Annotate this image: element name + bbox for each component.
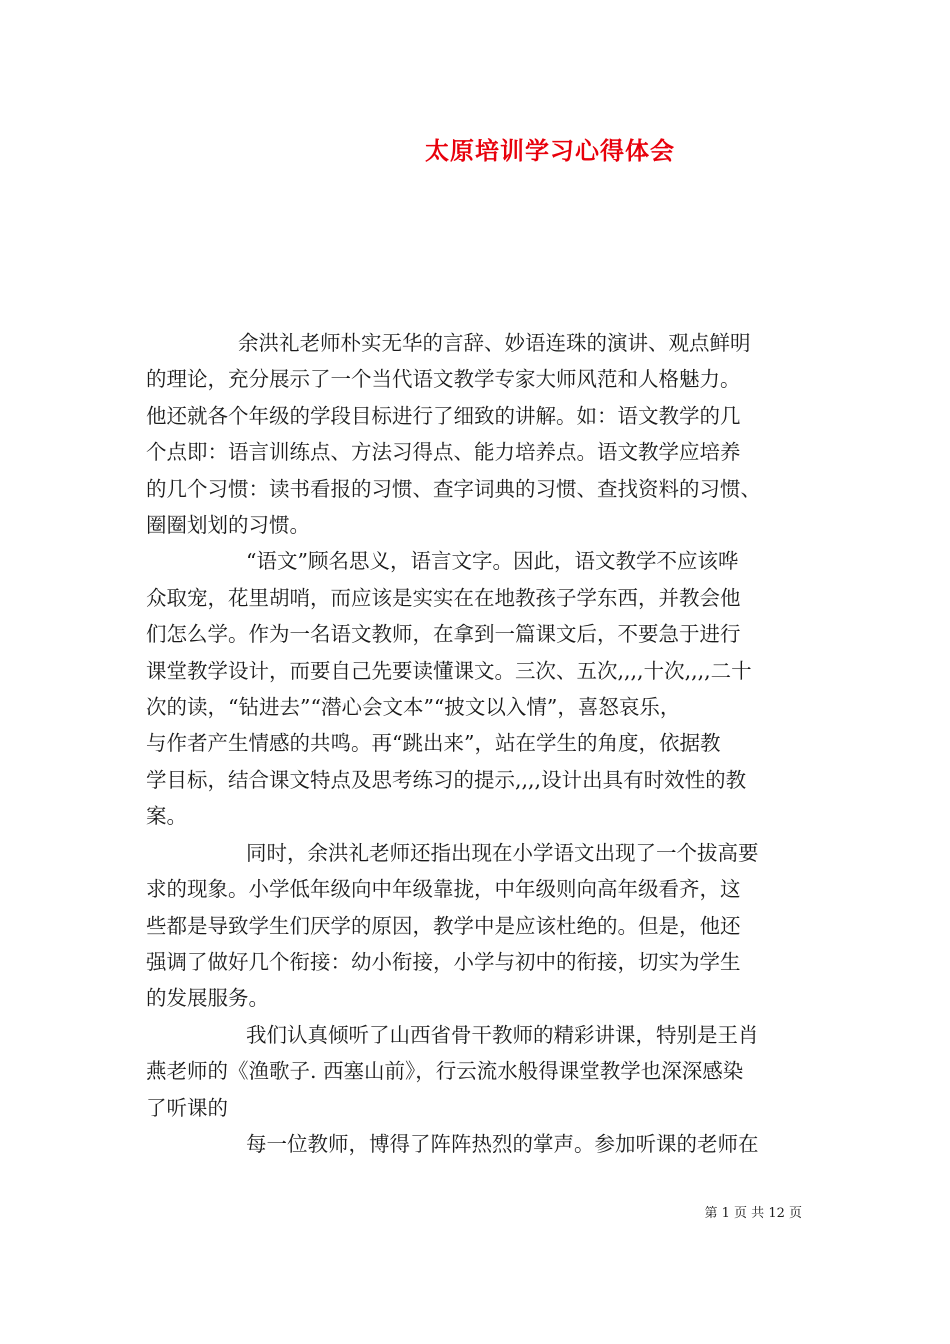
paragraph-5 (146, 1126, 814, 1162)
text-line: 圈圈划划的习惯。 (146, 513, 310, 538)
document-title: 太原培训学习心得体会 (425, 136, 675, 165)
paragraph-1 (146, 325, 814, 543)
text-line: 求的现象。小学低年级向中年级靠拢，中年级则向高年级看齐，这 (146, 877, 741, 902)
text-line: 同时，余洪礼老师还指出现在小学语文出现了一个拔高要 (246, 840, 759, 865)
document-body (146, 325, 814, 1162)
text-line: 他还就各个年级的学段目标进行了细致的讲解。如：语文教学的几 (146, 403, 741, 428)
text-line: 余洪礼老师朴实无华的言辞、妙语连珠的演讲、观点鲜明 (238, 331, 751, 355)
paragraph-4 (146, 1017, 814, 1126)
text-line: 强调了做好几个衔接：幼小衔接，小学与初中的衔接，切实为学生 (146, 949, 741, 974)
text-line: 些都是导致学生们厌学的原因，教学中是应该杜绝的。但是，他还 (146, 913, 741, 938)
text-line: 学目标，结合课文特点及思考练习的提示,,,,设计出具有时效性的教 (146, 767, 747, 792)
paragraph-3 (146, 835, 814, 1017)
text-line: 了听课的 (146, 1095, 228, 1120)
paragraph-2 (146, 543, 814, 834)
text-line: 燕老师的《渔歌子. 西塞山前》，行云流水般得课堂教学也深深感染 (146, 1059, 744, 1084)
text-line: “语文”顾名思义，语言文字。因此，语文教学不应该哗 (246, 549, 739, 574)
text-line: 案。 (146, 804, 187, 829)
text-line: 众取宠，花里胡哨，而应该是实实在在地教孩子学东西，并教会他 (146, 585, 741, 610)
text-line: 每一位教师，博得了阵阵热烈的掌声。参加听课的老师在 (246, 1131, 759, 1156)
text-line: 课堂教学设计，而要自己先要读懂课文。三次、五次,,,,十次,,,,二十 (146, 658, 752, 683)
text-line: 的发展服务。 (146, 986, 269, 1011)
text-line: 们怎么学。作为一名语文教师，在拿到一篇课文后，不要急于进行 (146, 622, 741, 647)
text-line: 我们认真倾听了山西省骨干教师的精彩讲课，特别是王肖 (246, 1022, 759, 1047)
text-line: 与作者产生情感的共鸣。再“跳出来”，站在学生的角度，依据教 (146, 731, 721, 756)
text-line: 次的读，“钻进去”“潜心会文本”“披文以入情”，喜怒哀乐， (146, 695, 681, 720)
text-line: 的理论，充分展示了一个当代语文教学专家大师风范和人格魅力。 (146, 367, 741, 392)
page-number: 第 1 页 共 12 页 (704, 1206, 802, 1221)
text-line: 的几个习惯：读书看报的习惯、查字词典的习惯、查找资料的习惯、 (146, 476, 761, 501)
text-line: 个点即：语言训练点、方法习得点、能力培养点。语文教学应培养 (146, 440, 741, 465)
